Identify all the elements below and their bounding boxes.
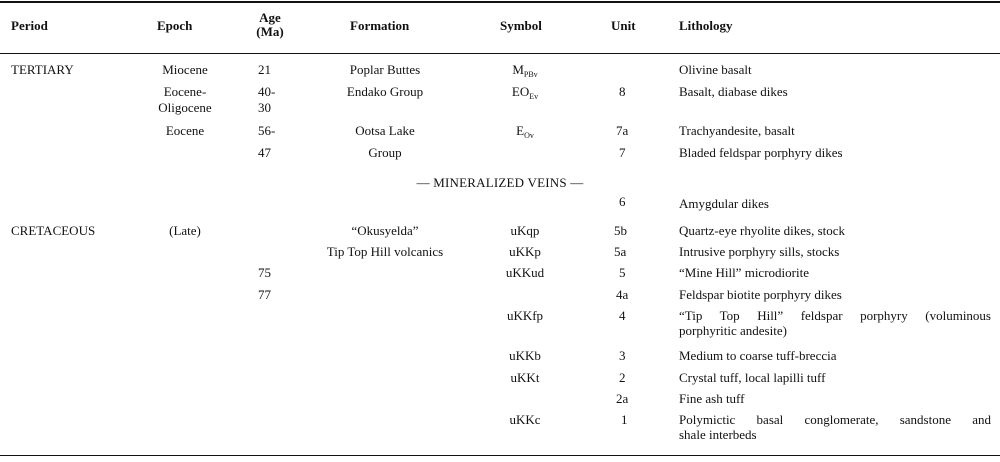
cell-epoch: Miocene	[162, 62, 208, 77]
cell-age: 75	[258, 265, 271, 280]
cell-symbol	[480, 123, 570, 140]
cell-symbol: uKKc	[509, 412, 541, 427]
header-period: Period	[11, 18, 48, 33]
cell-unit: 4a	[616, 287, 629, 302]
cell-lithology: Basalt, diabase dikes	[679, 84, 788, 99]
header-symbol: Symbol	[500, 18, 542, 33]
cell-symbol: uKKb	[509, 348, 541, 363]
header-age	[245, 11, 295, 39]
cell-epoch: (Late)	[169, 223, 201, 238]
cell-age: 56-	[258, 123, 276, 138]
lithology-line2: porphyritic andesite)	[679, 323, 787, 338]
cell-symbol: uKqp	[510, 223, 540, 238]
cell-lithology: Medium to coarse tuff-breccia	[679, 348, 837, 363]
cell-formation: “Okusyelda”	[351, 223, 419, 238]
cell-unit: 4	[619, 308, 626, 323]
cell-unit: 6	[619, 194, 626, 209]
age-line2: 30	[258, 100, 271, 115]
header-rule	[0, 53, 1000, 54]
epoch-line1: Eocene-	[163, 84, 207, 99]
cell-symbol	[480, 84, 570, 101]
epoch-line2: Oligocene	[158, 100, 212, 115]
cell-period: CRETACEOUS	[11, 223, 96, 238]
cell-unit: 2a	[616, 391, 629, 406]
cell-unit: 1	[621, 412, 628, 427]
cell-unit: 5b	[614, 223, 627, 238]
header-age-line2: (Ma)	[256, 24, 284, 39]
symbol-main: EO	[511, 84, 530, 99]
cell-symbol	[480, 62, 570, 79]
cell-lithology: Crystal tuff, local lapilli tuff	[679, 370, 826, 385]
cell-unit: 3	[619, 348, 626, 363]
symbol-subscript: Ov	[524, 131, 534, 140]
cell-lithology: Amygdular dikes	[679, 196, 769, 211]
cell-symbol: uKKud	[505, 265, 545, 280]
cell-symbol: uKKt	[510, 370, 540, 385]
cell-lithology: Intrusive porphyry sills, stocks	[679, 244, 840, 259]
header-lithology: Lithology	[679, 18, 733, 33]
cell-formation: Tip Top Hill volcanics	[326, 244, 444, 259]
cell-lithology	[679, 308, 991, 338]
cell-unit: 5a	[614, 244, 627, 259]
symbol-main: E	[516, 123, 525, 138]
cell-age: 21	[258, 62, 271, 77]
cell-unit: 8	[619, 84, 626, 99]
cell-formation: Poplar Buttes	[349, 62, 421, 77]
mineralized-veins-label: — MINERALIZED VEINS —	[416, 175, 584, 190]
lithology-line2: shale interbeds	[679, 427, 757, 442]
lithology-line1: “Tip Top Hill” feldspar porphyry (voluminous	[679, 308, 991, 323]
cell-formation: Endako Group	[346, 84, 424, 99]
header-formation: Formation	[350, 18, 410, 33]
header-epoch: Epoch	[157, 18, 193, 33]
cell-symbol: uKKfp	[506, 308, 544, 323]
cell-formation: Ootsa Lake	[355, 123, 415, 138]
top-rule	[0, 1, 1000, 3]
cell-period: TERTIARY	[11, 62, 74, 77]
cell-age	[258, 84, 275, 116]
cell-lithology: “Mine Hill” microdiorite	[679, 265, 809, 280]
symbol-main: M	[512, 62, 524, 77]
cell-age: 77	[258, 287, 271, 302]
bottom-rule	[0, 455, 1000, 456]
cell-formation: Group	[368, 145, 402, 160]
cell-epoch: Eocene	[165, 123, 205, 138]
header-unit: Unit	[611, 18, 636, 33]
lithology-line1: Polymictic basal conglomerate, sandstone and	[679, 412, 991, 427]
cell-lithology: Olivine basalt	[679, 62, 752, 77]
cell-age: 47	[258, 145, 271, 160]
cell-lithology: Trachyandesite, basalt	[679, 123, 795, 138]
cell-unit: 7a	[616, 123, 629, 138]
cell-lithology: Feldspar biotite porphyry dikes	[679, 287, 842, 302]
symbol-subscript: PBv	[523, 70, 538, 79]
cell-lithology	[679, 412, 991, 442]
cell-lithology: Fine ash tuff	[679, 391, 745, 406]
age-line1: 40-	[258, 84, 276, 99]
cell-lithology: Quartz-eye rhyolite dikes, stock	[679, 223, 846, 238]
header-age-line1: Age	[259, 10, 281, 25]
cell-epoch	[130, 84, 240, 116]
cell-unit: 7	[619, 145, 626, 160]
symbol-subscript: Ev	[529, 92, 539, 101]
cell-symbol: uKKp	[509, 244, 541, 259]
cell-unit: 2	[619, 370, 626, 385]
cell-unit: 5	[619, 265, 626, 280]
cell-lithology: Bladed feldspar porphyry dikes	[679, 145, 843, 160]
